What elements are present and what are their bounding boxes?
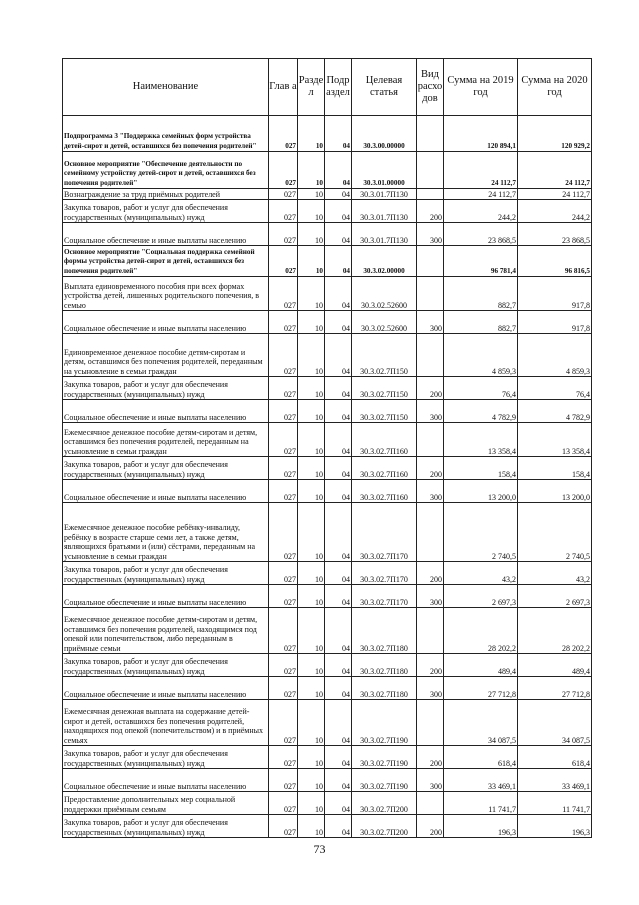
row-name-cell: Вознаграждение за труд приёмных родителей [63,189,269,200]
col-header-vid: Вид расхо дов [417,59,444,116]
row-article-cell: 30.3.01.7П130 [352,189,417,200]
row-vid-cell: 300 [417,311,444,334]
row-name-cell: Закупка товаров, работ и услуг для обеспечения государственных (муниципальных) нужд [63,746,269,769]
row-article-cell: 30.3.01.7П130 [352,200,417,223]
row-razdel-cell: 10 [298,400,325,423]
row-razdel-cell: 10 [298,116,325,152]
row-glava-cell: 027 [269,423,298,457]
table-row [63,200,592,223]
row-podrazdel-cell: 04 [325,400,352,423]
row-razdel-cell: 10 [298,423,325,457]
row-sum2019-cell: 4 782,9 [444,400,518,423]
row-sum2020-cell: 4 859,3 [518,334,592,377]
row-article-cell: 30.3.02.52600 [352,277,417,311]
row-name-cell: Основное мероприятие "Социальная поддержка семейной формы устройства детей-сирот и детей, оставшихся без попечения родителей" [63,246,269,277]
row-podrazdel-cell: 04 [325,116,352,152]
table-header-row [63,59,592,116]
row-podrazdel-cell: 04 [325,792,352,815]
row-glava-cell: 027 [269,480,298,503]
row-sum2020-cell: 2 740,5 [518,503,592,562]
row-article-cell: 30.3.02.7П190 [352,700,417,746]
row-sum2019-cell: 24 112,7 [444,189,518,200]
row-name-cell: Закупка товаров, работ и услуг для обеспечения государственных (муниципальных) нужд [63,200,269,223]
col-header-name: Наименование [63,59,269,116]
row-name-cell: Закупка товаров, работ и услуг для обеспечения государственных (муниципальных) нужд [63,562,269,585]
row-sum2019-cell: 158,4 [444,457,518,480]
row-sum2019-cell: 2 740,5 [444,503,518,562]
table-row [63,246,592,277]
row-razdel-cell: 10 [298,677,325,700]
col-header-sum2020: Сумма на 2020 год [518,59,592,116]
row-glava-cell: 027 [269,677,298,700]
row-glava-cell: 027 [269,334,298,377]
row-podrazdel-cell: 04 [325,457,352,480]
row-vid-cell [417,608,444,654]
row-article-cell: 30.3.01.7П130 [352,223,417,246]
row-sum2020-cell: 24 112,7 [518,152,592,189]
row-glava-cell: 027 [269,608,298,654]
row-sum2020-cell: 917,8 [518,311,592,334]
row-podrazdel-cell: 04 [325,769,352,792]
row-razdel-cell: 10 [298,246,325,277]
row-podrazdel-cell: 04 [325,246,352,277]
row-sum2019-cell: 13 200,0 [444,480,518,503]
row-razdel-cell: 10 [298,562,325,585]
row-glava-cell: 027 [269,654,298,677]
row-vid-cell [417,503,444,562]
table-row [63,277,592,311]
col-header-sum2019: Сумма на 2019 год [444,59,518,116]
row-podrazdel-cell: 04 [325,815,352,838]
row-glava-cell: 027 [269,400,298,423]
table-row [63,480,592,503]
row-article-cell: 30.3.02.7П160 [352,457,417,480]
row-name-cell: Закупка товаров, работ и услуг для обеспечения государственных (муниципальных) нужд [63,815,269,838]
row-sum2020-cell: 120 929,2 [518,116,592,152]
row-article-cell: 30.3.02.7П180 [352,677,417,700]
row-glava-cell: 027 [269,700,298,746]
row-sum2020-cell: 34 087,5 [518,700,592,746]
table-row [63,223,592,246]
row-glava-cell: 027 [269,503,298,562]
row-name-cell: Социальное обеспечение и иные выплаты населению [63,400,269,423]
row-sum2020-cell: 196,3 [518,815,592,838]
row-sum2019-cell: 882,7 [444,311,518,334]
row-article-cell: 30.3.02.7П170 [352,585,417,608]
row-article-cell: 30.3.02.7П190 [352,746,417,769]
row-razdel-cell: 10 [298,654,325,677]
col-header-article: Целевая статья [352,59,417,116]
row-razdel-cell: 10 [298,311,325,334]
table-row [63,608,592,654]
row-name-cell: Ежемесячное денежное пособие детям-сиротам и детям, оставшимся без попечения родителей, находящимся под опекой или попечительством, либо переданным в приёмные семьи [63,608,269,654]
row-sum2020-cell: 24 112,7 [518,189,592,200]
row-sum2019-cell: 24 112,7 [444,152,518,189]
row-glava-cell: 027 [269,246,298,277]
row-sum2019-cell: 33 469,1 [444,769,518,792]
row-razdel-cell: 10 [298,152,325,189]
row-name-cell: Социальное обеспечение и иные выплаты населению [63,480,269,503]
row-glava-cell: 027 [269,277,298,311]
row-glava-cell: 027 [269,223,298,246]
row-glava-cell: 027 [269,792,298,815]
row-razdel-cell: 10 [298,334,325,377]
row-name-cell: Закупка товаров, работ и услуг для обеспечения государственных (муниципальных) нужд [63,457,269,480]
row-vid-cell [417,189,444,200]
row-name-cell: Закупка товаров, работ и услуг для обеспечения государственных (муниципальных) нужд [63,377,269,400]
row-article-cell: 30.3.02.7П200 [352,815,417,838]
row-article-cell: 30.3.02.7П170 [352,562,417,585]
row-vid-cell: 300 [417,677,444,700]
row-vid-cell: 300 [417,480,444,503]
row-podrazdel-cell: 04 [325,654,352,677]
row-razdel-cell: 10 [298,457,325,480]
row-sum2019-cell: 34 087,5 [444,700,518,746]
row-glava-cell: 027 [269,746,298,769]
row-sum2020-cell: 2 697,3 [518,585,592,608]
row-glava-cell: 027 [269,189,298,200]
row-vid-cell [417,334,444,377]
row-podrazdel-cell: 04 [325,334,352,377]
row-article-cell: 30.3.02.7П170 [352,503,417,562]
table-row [63,746,592,769]
row-glava-cell: 027 [269,200,298,223]
row-sum2019-cell: 96 781,4 [444,246,518,277]
row-razdel-cell: 10 [298,608,325,654]
table-row [63,334,592,377]
row-vid-cell: 200 [417,200,444,223]
row-razdel-cell: 10 [298,700,325,746]
row-name-cell: Предоставление дополнительных мер социальной поддержки приёмным семьям [63,792,269,815]
row-razdel-cell: 10 [298,480,325,503]
row-glava-cell: 027 [269,116,298,152]
row-podrazdel-cell: 04 [325,503,352,562]
row-vid-cell: 300 [417,223,444,246]
row-sum2019-cell: 13 358,4 [444,423,518,457]
table-row [63,677,592,700]
table-row [63,769,592,792]
row-sum2019-cell: 4 859,3 [444,334,518,377]
row-razdel-cell: 10 [298,792,325,815]
row-vid-cell: 200 [417,457,444,480]
row-article-cell: 30.3.02.7П180 [352,608,417,654]
row-article-cell: 30.3.02.7П150 [352,334,417,377]
row-article-cell: 30.3.00.00000 [352,116,417,152]
row-name-cell: Основное мероприятие "Обеспечение деятельности по семейному устройству детей-сирот и детей, оставшихся без попечения родителей" [63,152,269,189]
row-sum2020-cell: 28 202,2 [518,608,592,654]
row-glava-cell: 027 [269,152,298,189]
row-article-cell: 30.3.02.7П150 [352,400,417,423]
row-name-cell: Ежемесячное денежное пособие детям-сиротам и детям, оставшимся без попечения родителей, переданным на усыновление в семьи граждан [63,423,269,457]
row-article-cell: 30.3.02.7П200 [352,792,417,815]
row-podrazdel-cell: 04 [325,562,352,585]
row-podrazdel-cell: 04 [325,700,352,746]
row-vid-cell [417,700,444,746]
row-name-cell: Социальное обеспечение и иные выплаты населению [63,769,269,792]
row-podrazdel-cell: 04 [325,480,352,503]
row-vid-cell: 200 [417,654,444,677]
row-podrazdel-cell: 04 [325,677,352,700]
row-razdel-cell: 10 [298,503,325,562]
table-row [63,792,592,815]
col-header-podrazdel: Подр аздел [325,59,352,116]
row-name-cell: Социальное обеспечение и иные выплаты населению [63,677,269,700]
row-glava-cell: 027 [269,585,298,608]
row-sum2019-cell: 882,7 [444,277,518,311]
row-vid-cell [417,246,444,277]
row-sum2020-cell: 33 469,1 [518,769,592,792]
row-sum2019-cell: 120 894,1 [444,116,518,152]
row-sum2019-cell: 196,3 [444,815,518,838]
budget-table-sheet [62,58,591,838]
row-sum2019-cell: 27 712,8 [444,677,518,700]
row-sum2020-cell: 917,8 [518,277,592,311]
row-name-cell: Выплата единовременного пособия при всех формах устройства детей, лишенных родительского попечения, в семью [63,277,269,311]
row-vid-cell: 300 [417,769,444,792]
row-sum2020-cell: 4 782,9 [518,400,592,423]
row-sum2020-cell: 96 816,5 [518,246,592,277]
row-vid-cell: 200 [417,746,444,769]
row-name-cell: Социальное обеспечение и иные выплаты населению [63,311,269,334]
row-vid-cell [417,423,444,457]
table-row [63,654,592,677]
row-vid-cell: 200 [417,562,444,585]
table-row [63,503,592,562]
row-glava-cell: 027 [269,377,298,400]
row-name-cell: Социальное обеспечение и иные выплаты населению [63,585,269,608]
row-podrazdel-cell: 04 [325,377,352,400]
row-podrazdel-cell: 04 [325,152,352,189]
page-number: 73 [313,842,326,856]
row-sum2019-cell: 2 697,3 [444,585,518,608]
table-row [63,457,592,480]
row-name-cell: Ежемесячное денежное пособие ребёнку-инвалиду, ребёнку в возрасте старше семи лет, а также детям, являющихся братьями и (или) сёстрами, переданным на усыновление в семьи граждан [63,503,269,562]
row-vid-cell: 300 [417,400,444,423]
table-row [63,423,592,457]
row-razdel-cell: 10 [298,200,325,223]
table-row [63,700,592,746]
row-sum2020-cell: 244,2 [518,200,592,223]
table-row [63,400,592,423]
col-header-razdel: Разде л [298,59,325,116]
row-razdel-cell: 10 [298,746,325,769]
row-razdel-cell: 10 [298,189,325,200]
row-name-cell: Закупка товаров, работ и услуг для обеспечения государственных (муниципальных) нужд [63,654,269,677]
row-podrazdel-cell: 04 [325,200,352,223]
row-podrazdel-cell: 04 [325,423,352,457]
row-podrazdel-cell: 04 [325,311,352,334]
row-podrazdel-cell: 04 [325,746,352,769]
row-razdel-cell: 10 [298,815,325,838]
row-article-cell: 30.3.02.7П150 [352,377,417,400]
row-glava-cell: 027 [269,311,298,334]
row-podrazdel-cell: 04 [325,277,352,311]
row-glava-cell: 027 [269,815,298,838]
table-body [63,116,592,838]
row-vid-cell: 200 [417,377,444,400]
budget-table [62,58,592,838]
row-article-cell: 30.3.02.7П190 [352,769,417,792]
row-vid-cell [417,277,444,311]
table-row [63,562,592,585]
row-glava-cell: 027 [269,562,298,585]
row-razdel-cell: 10 [298,769,325,792]
row-article-cell: 30.3.02.7П160 [352,423,417,457]
table-row [63,116,592,152]
row-sum2019-cell: 11 741,7 [444,792,518,815]
row-vid-cell [417,792,444,815]
row-sum2019-cell: 618,4 [444,746,518,769]
row-sum2020-cell: 13 358,4 [518,423,592,457]
row-sum2019-cell: 244,2 [444,200,518,223]
row-razdel-cell: 10 [298,277,325,311]
table-row [63,311,592,334]
row-article-cell: 30.3.02.52600 [352,311,417,334]
table-row [63,815,592,838]
row-article-cell: 30.3.02.7П180 [352,654,417,677]
row-podrazdel-cell: 04 [325,223,352,246]
row-article-cell: 30.3.02.00000 [352,246,417,277]
row-name-cell: Единовременное денежное пособие детям-сиротам и детям, оставшимся без попечения родителей, переданным на усыновление в семьи граждан [63,334,269,377]
row-sum2020-cell: 76,4 [518,377,592,400]
row-vid-cell: 300 [417,585,444,608]
row-razdel-cell: 10 [298,223,325,246]
row-sum2019-cell: 76,4 [444,377,518,400]
row-vid-cell [417,152,444,189]
row-sum2020-cell: 23 868,5 [518,223,592,246]
row-glava-cell: 027 [269,769,298,792]
row-vid-cell: 200 [417,815,444,838]
row-name-cell: Социальное обеспечение и иные выплаты населению [63,223,269,246]
table-row [63,152,592,189]
row-sum2020-cell: 11 741,7 [518,792,592,815]
table-row [63,377,592,400]
row-sum2020-cell: 43,2 [518,562,592,585]
row-name-cell: Подпрограмма 3 "Поддержка семейных форм устройства детей-сирот и детей, оставшихся без попечения родителей" [63,116,269,152]
col-header-glava: Глав а [269,59,298,116]
row-razdel-cell: 10 [298,377,325,400]
row-podrazdel-cell: 04 [325,608,352,654]
table-row [63,585,592,608]
row-glava-cell: 027 [269,457,298,480]
row-podrazdel-cell: 04 [325,585,352,608]
row-razdel-cell: 10 [298,585,325,608]
row-sum2020-cell: 158,4 [518,457,592,480]
row-article-cell: 30.3.01.00000 [352,152,417,189]
row-sum2019-cell: 489,4 [444,654,518,677]
row-article-cell: 30.3.02.7П160 [352,480,417,503]
row-sum2020-cell: 27 712,8 [518,677,592,700]
row-podrazdel-cell: 04 [325,189,352,200]
row-sum2019-cell: 28 202,2 [444,608,518,654]
row-sum2020-cell: 13 200,0 [518,480,592,503]
row-name-cell: Ежемесячная денежная выплата на содержание детей-сирот и детей, оставшихся без попечения родителей, находящихся под опекой (попечительством) и в приёмных семьях [63,700,269,746]
row-vid-cell [417,116,444,152]
row-sum2020-cell: 489,4 [518,654,592,677]
row-sum2019-cell: 43,2 [444,562,518,585]
table-row [63,189,592,200]
row-sum2019-cell: 23 868,5 [444,223,518,246]
row-sum2020-cell: 618,4 [518,746,592,769]
